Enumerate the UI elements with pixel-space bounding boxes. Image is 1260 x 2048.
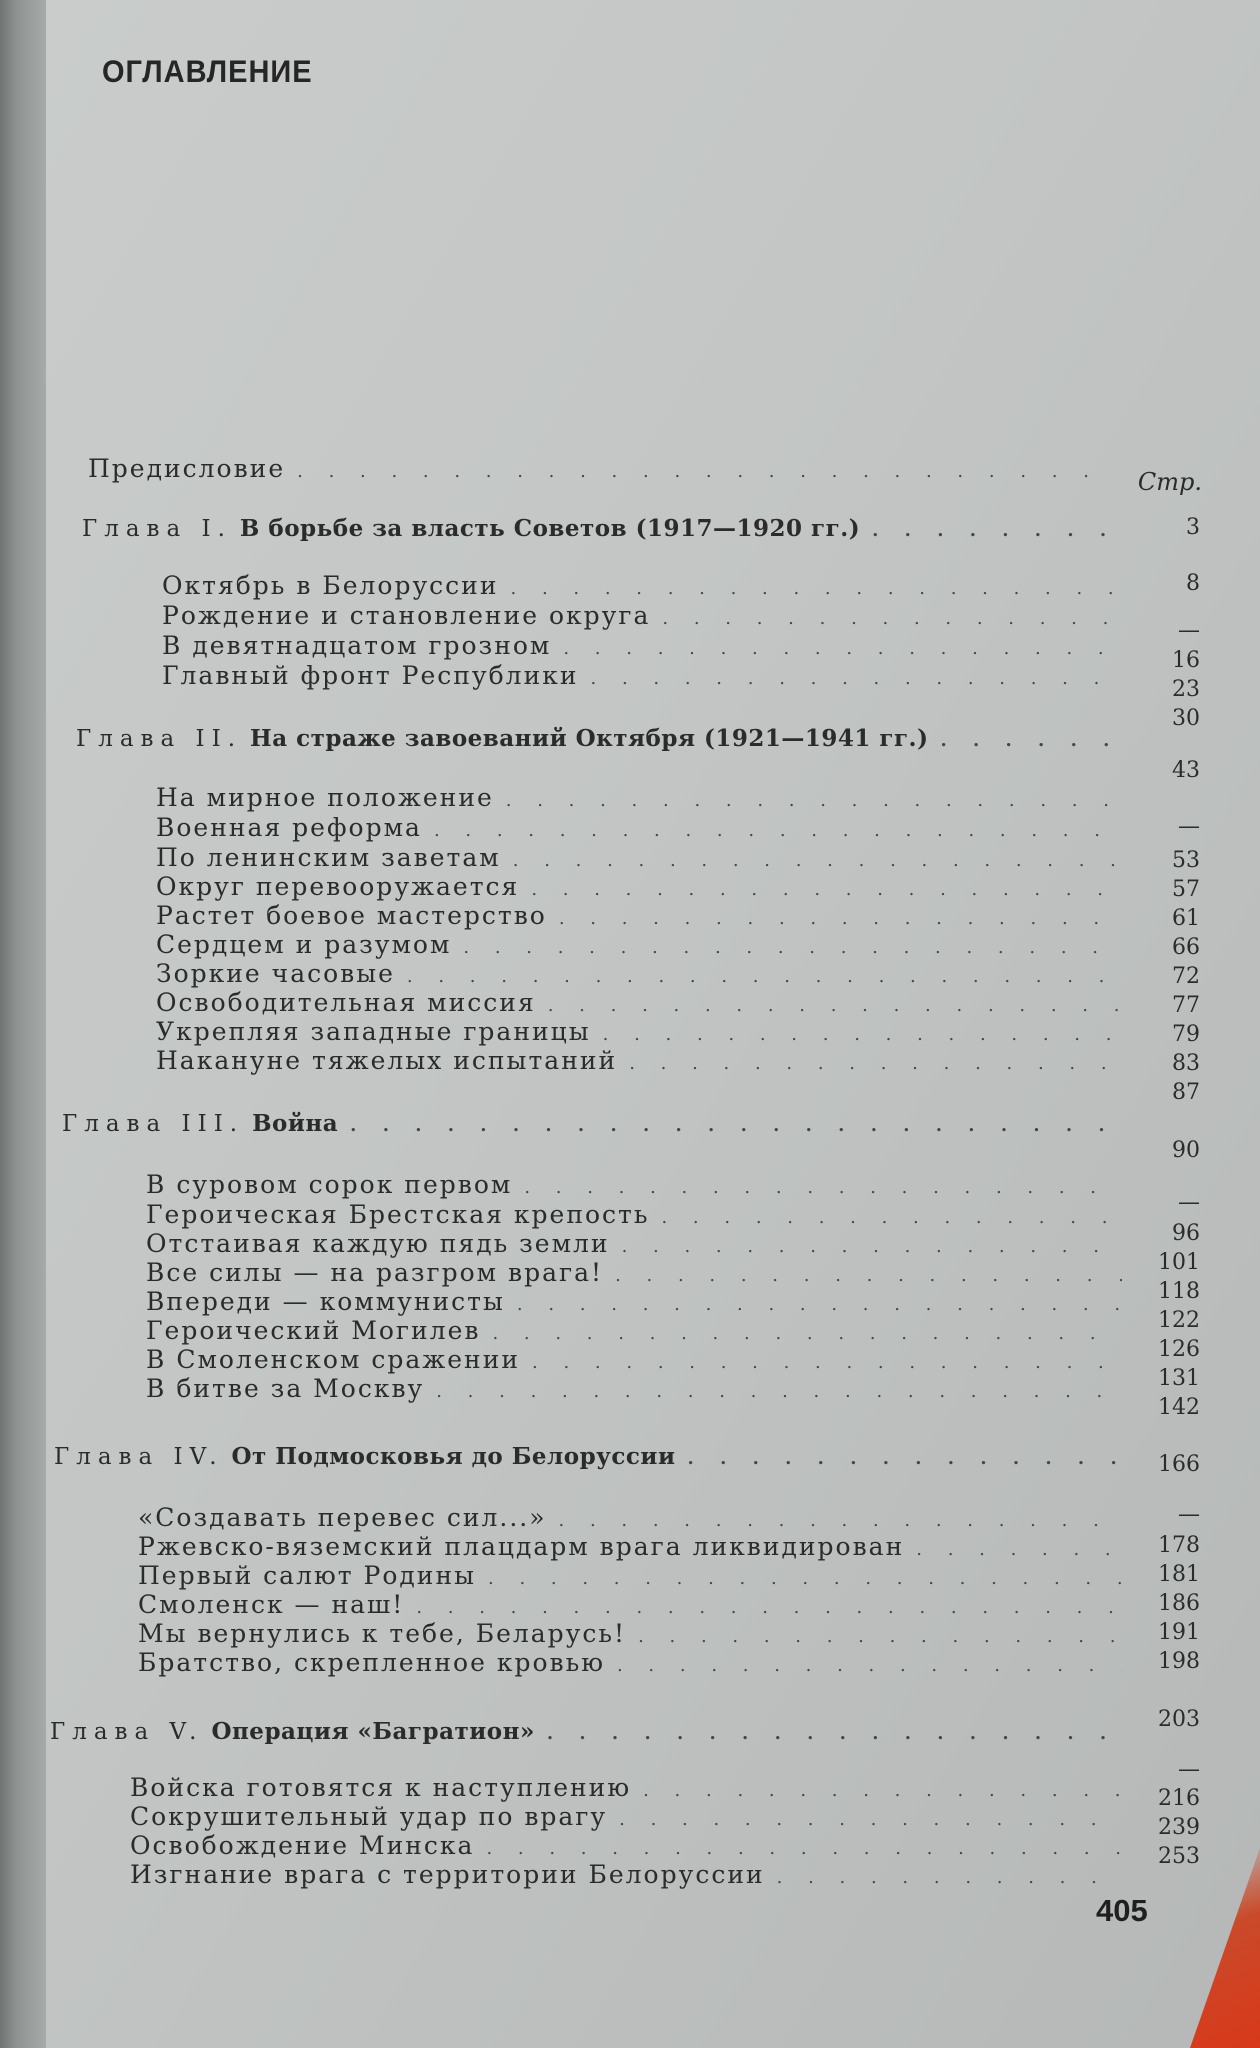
list-item: Первый салют Родины . . . bbox=[138, 1561, 1122, 1590]
list-item: Сокрушительный удар по врагу . . . bbox=[130, 1802, 1122, 1831]
page-number: 16 bbox=[1172, 648, 1200, 673]
page-number: 239 bbox=[1158, 1815, 1200, 1840]
page-number: 101 bbox=[1158, 1250, 1200, 1275]
dot-leader bbox=[688, 1448, 1122, 1469]
list-item: По ленинским заветам . . . bbox=[156, 843, 1122, 872]
list-item: Освобождение Минска . . . bbox=[130, 1831, 1122, 1860]
page-number: 142 bbox=[1158, 1395, 1200, 1420]
page-number: 53 bbox=[1172, 848, 1200, 873]
page-number: 79 bbox=[1172, 1022, 1200, 1047]
page-number: 122 bbox=[1158, 1308, 1200, 1333]
chapter-3-label: Глава III. bbox=[62, 1111, 245, 1137]
chapter-5-title: Операция «Багратион» bbox=[211, 1718, 535, 1745]
page-number: 83 bbox=[1172, 1051, 1200, 1076]
chapter-4-label: Глава IV. bbox=[54, 1444, 224, 1470]
list-item: Укрепляя западные границы . . . bbox=[156, 1017, 1122, 1046]
list-item: Отстаивая каждую пядь земли . . . bbox=[146, 1229, 1122, 1258]
chapter-2-label: Глава II. bbox=[76, 726, 243, 752]
page-number: 96 bbox=[1172, 1221, 1200, 1246]
chapter-1-title: В борьбе за власть Советов (1917—1920 гг.) bbox=[239, 515, 861, 542]
preface-title: Предисловие bbox=[88, 454, 286, 483]
page-number: 178 bbox=[1158, 1533, 1200, 1558]
list-item: Округ перевооружается . . . bbox=[156, 872, 1122, 901]
page-number: 253 bbox=[1158, 1844, 1200, 1869]
dot-leader bbox=[547, 1723, 1122, 1744]
list-item: «Создавать перевес сил...» . . . bbox=[138, 1503, 1122, 1532]
chapter-1-label: Глава I. bbox=[82, 516, 232, 542]
list-item: Все силы — на разгром врага! . . . bbox=[146, 1258, 1122, 1287]
chapter-3-title: Война bbox=[252, 1110, 339, 1137]
list-item: В битве за Москву . . . bbox=[146, 1374, 1122, 1403]
list-item: Героическая Брестская крепость . . . bbox=[146, 1200, 1122, 1229]
list-item: Растет боевое мастерство . . . bbox=[156, 901, 1122, 930]
chapter-2-entry bbox=[76, 725, 1122, 752]
folio-page-number: 405 bbox=[1096, 1893, 1148, 1928]
page-number: 87 bbox=[1172, 1080, 1200, 1105]
preface-entry bbox=[88, 454, 1098, 483]
chapter-5-label: Глава V. bbox=[50, 1719, 204, 1745]
page-number: 166 bbox=[1158, 1452, 1200, 1477]
list-item: На мирное положение . . . bbox=[156, 783, 1122, 812]
list-item: Зоркие часовые . . . bbox=[156, 959, 1122, 988]
list-item: Ржевско-вяземский плацдарм врага ликвидирован . . . bbox=[138, 1532, 1122, 1561]
list-item: В Смоленском сражении . . . bbox=[146, 1345, 1122, 1374]
dot-leader bbox=[940, 730, 1122, 751]
list-item: Войска готовятся к наступлению . . . bbox=[130, 1773, 1122, 1802]
page-number: 57 bbox=[1172, 877, 1200, 902]
list-item: Сердцем и разумом . . . bbox=[156, 930, 1122, 959]
toc-heading: ОГЛАВЛЕНИЕ bbox=[102, 54, 313, 90]
book-spine bbox=[0, 0, 46, 2048]
page-number: — bbox=[1178, 1757, 1200, 1782]
page-number: 90 bbox=[1172, 1138, 1200, 1163]
page-number: 186 bbox=[1158, 1591, 1200, 1616]
page-number: 126 bbox=[1158, 1337, 1200, 1362]
list-item: В девятнадцатом грозном . . . bbox=[162, 631, 1122, 660]
list-item: Братство, скрепленное кровью . . . bbox=[138, 1648, 1122, 1677]
page-number: 77 bbox=[1172, 993, 1200, 1018]
chapter-4-title: От Подмосковья до Белоруссии bbox=[231, 1443, 676, 1470]
list-item: Главный фронт Республики . . . bbox=[162, 661, 1122, 690]
list-item: В суровом сорок первом . . . bbox=[146, 1170, 1122, 1199]
page-number: 8 bbox=[1186, 571, 1200, 596]
page-number: 66 bbox=[1172, 935, 1200, 960]
list-item: Впереди — коммунисты . . . bbox=[146, 1287, 1122, 1316]
page-number: 118 bbox=[1158, 1279, 1200, 1304]
dot-leader bbox=[872, 520, 1122, 541]
list-item: Изгнание врага с территории Белоруссии . . . bbox=[130, 1860, 1122, 1889]
page-number: 191 bbox=[1158, 1620, 1200, 1645]
page-number: 43 bbox=[1172, 758, 1200, 783]
chapter-3-entry bbox=[62, 1110, 1122, 1137]
list-item: Октябрь в Белоруссии . . . bbox=[162, 571, 1122, 600]
chapter-1-entry bbox=[82, 515, 1122, 542]
page-number: 198 bbox=[1158, 1649, 1200, 1674]
dot-leader bbox=[297, 461, 1098, 482]
page-number: 203 bbox=[1158, 1707, 1200, 1732]
page-number: 3 bbox=[1186, 515, 1200, 540]
list-item: Освободительная миссия . . . bbox=[156, 988, 1122, 1017]
page-column-label: Стр. bbox=[1137, 468, 1202, 496]
list-item: Героический Могилев . . . bbox=[146, 1316, 1122, 1345]
page-number: 72 bbox=[1172, 964, 1200, 989]
list-item: Рождение и становление округа . . . bbox=[162, 601, 1122, 630]
chapter-5-entry bbox=[50, 1718, 1122, 1745]
list-item: Накануне тяжелых испытаний . . . bbox=[156, 1046, 1122, 1075]
list-item: Мы вернулись к тебе, Беларусь! . . . bbox=[138, 1619, 1122, 1648]
dot-leader bbox=[350, 1115, 1122, 1136]
page-number: 131 bbox=[1158, 1366, 1200, 1391]
list-item: Смоленск — наш! . . . bbox=[138, 1590, 1122, 1619]
page-number: 30 bbox=[1172, 706, 1200, 731]
chapter-4-entry bbox=[54, 1443, 1122, 1470]
chapter-2-title: На страже завоеваний Октября (1921—1941 гг.) bbox=[250, 725, 929, 752]
page-number: 61 bbox=[1172, 906, 1200, 931]
page-number: 181 bbox=[1158, 1562, 1200, 1587]
page-number: 216 bbox=[1158, 1786, 1200, 1811]
page-number: 23 bbox=[1172, 677, 1200, 702]
page-number: — bbox=[1178, 1502, 1200, 1527]
list-item: Военная реформа . . . bbox=[156, 813, 1122, 842]
page-number: — bbox=[1178, 1190, 1200, 1215]
page-number: — bbox=[1178, 814, 1200, 839]
page-number: — bbox=[1178, 618, 1200, 643]
